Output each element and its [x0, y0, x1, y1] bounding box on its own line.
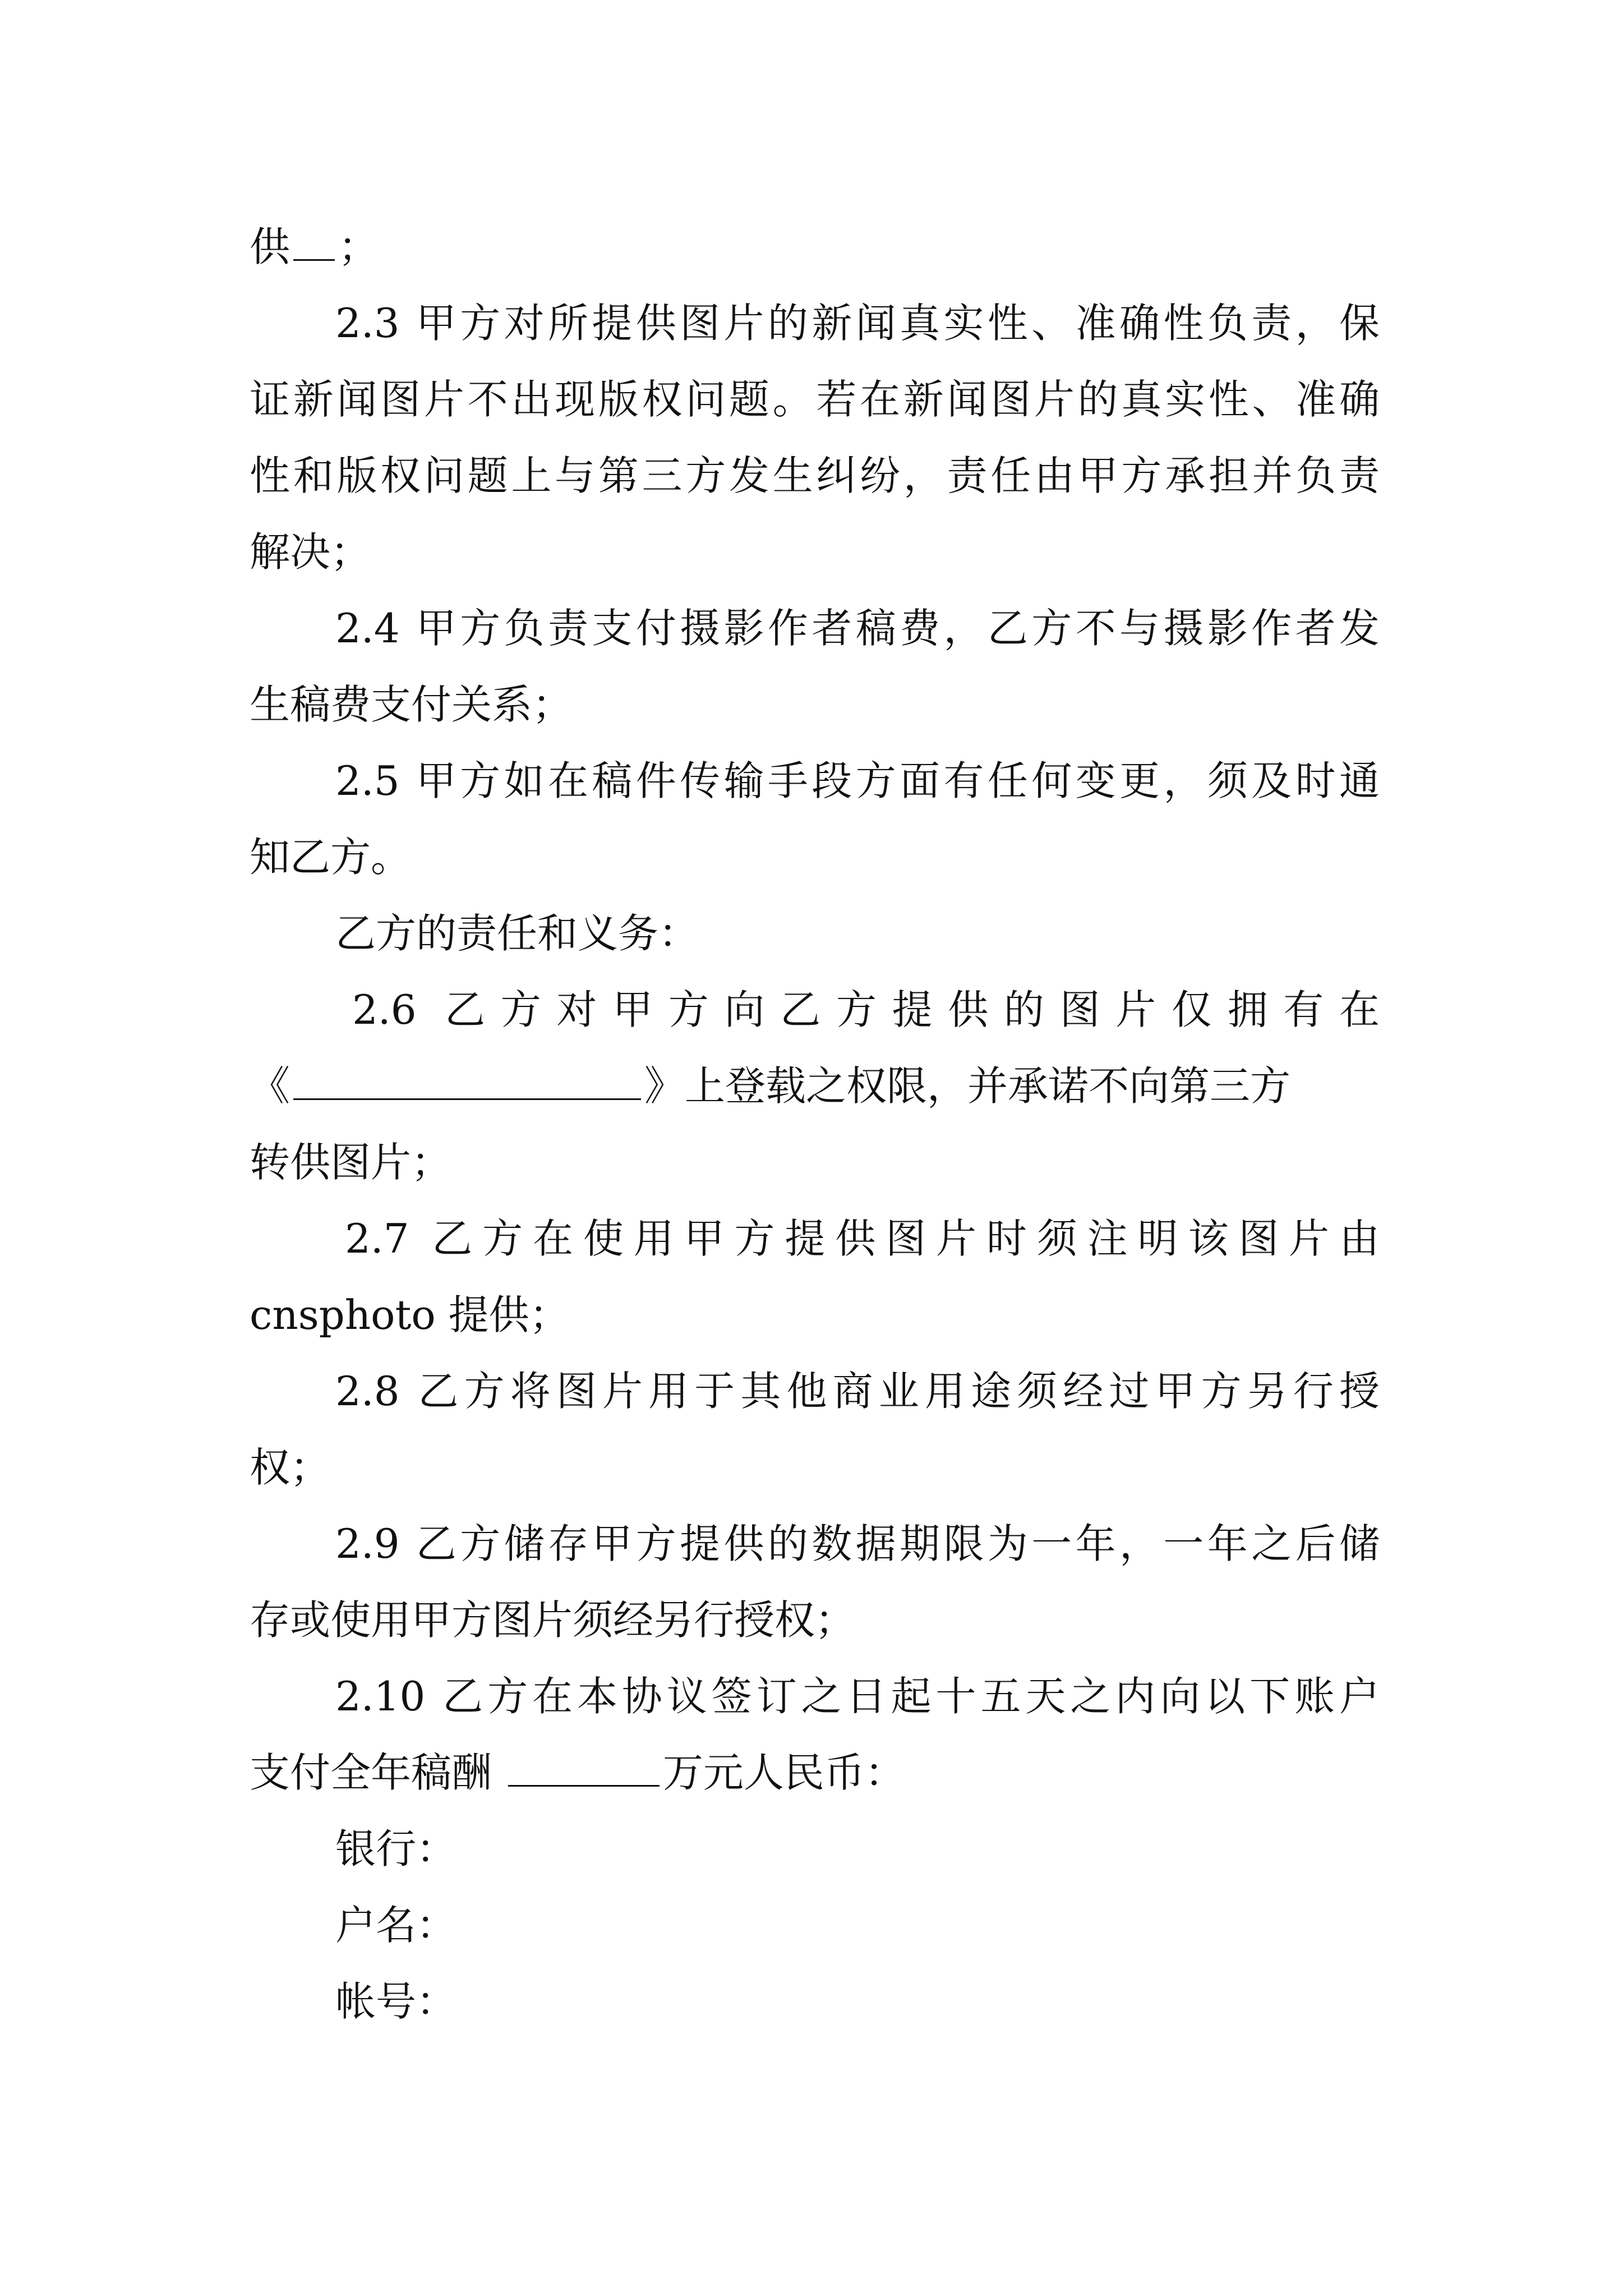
text-line	[0, 208, 1623, 286]
text-line	[0, 1276, 1623, 1354]
text-fragment: 》上登载之权限，并承诺不向第三方	[644, 1062, 1291, 1110]
account-number-label: 帐号：	[335, 1978, 457, 2025]
paragraph-text: cnsphoto 提供；	[250, 1291, 570, 1338]
section-heading: 乙方的责任和义务：	[335, 910, 699, 957]
text-line	[0, 589, 1623, 668]
text-line	[0, 742, 1623, 820]
text-line	[0, 360, 1623, 439]
text-line	[0, 665, 1623, 744]
text-line	[0, 1962, 1623, 2041]
text-line	[0, 1047, 1623, 1125]
text-line	[0, 284, 1623, 362]
paragraph-text: 存或使用甲方图片须经另行授权；	[250, 1596, 856, 1644]
text-line	[0, 970, 1623, 1049]
text-fragment: 支付全年稿酬	[250, 1749, 505, 1796]
text-line	[0, 513, 1623, 591]
fill-in-blank	[293, 224, 335, 261]
paragraph-text: 证新闻图片不出现版权问题。若在新闻图片的真实性、准确	[250, 376, 1380, 423]
text-line	[0, 1810, 1623, 1888]
paragraph-2-7: 2.7 乙方在使用甲方提供图片时须注明该图片由	[345, 1215, 1380, 1262]
fill-in-blank	[293, 1064, 641, 1100]
paragraph-2-4: 2.4 甲方负责支付摄影作者稿费，乙方不与摄影作者发	[335, 605, 1380, 652]
paragraph-2-5: 2.5 甲方如在稿件传输手段方面有任何变更，须及时通	[335, 757, 1380, 804]
paragraph-2-3: 2.3 甲方对所提供图片的新闻真实性、准确性负责，保	[335, 300, 1380, 347]
text-line	[0, 1428, 1623, 1507]
paragraph-text: 权；	[250, 1444, 331, 1491]
paragraph-text: 解决；	[250, 528, 371, 576]
text-fragment: 供	[250, 223, 291, 270]
text-line	[0, 1581, 1623, 1659]
paragraph-2-8: 2.8 乙方将图片用于其他商业用途须经过甲方另行授	[335, 1368, 1380, 1415]
text-fragment: 《	[250, 1062, 291, 1110]
text-fragment: 万元人民币：	[662, 1749, 905, 1796]
paragraph-text: 知乙方。	[250, 834, 412, 881]
paragraph-2-10: 2.10 乙方在本协议签订之日起十五天之内向以下账户	[335, 1673, 1380, 1720]
text-line	[0, 818, 1623, 896]
text-fragment: ；	[338, 223, 379, 270]
account-name-label: 户名：	[335, 1902, 457, 1949]
paragraph-2-9: 2.9 乙方储存甲方提供的数据期限为一年，一年之后储	[335, 1520, 1380, 1567]
bank-label: 银行：	[335, 1825, 457, 1872]
text-line	[0, 1886, 1623, 1964]
paragraph-2-6: 2.6 乙方对甲方向乙方提供的图片仅拥有在	[352, 986, 1380, 1033]
paragraph-text: 性和版权问题上与第三方发生纠纷，责任由甲方承担并负责	[250, 452, 1380, 499]
text-line	[0, 1504, 1623, 1583]
fill-in-blank	[508, 1750, 660, 1787]
text-line	[0, 1733, 1623, 1812]
paragraph-text: 转供图片；	[250, 1139, 452, 1186]
text-line	[0, 894, 1623, 973]
text-line	[0, 1657, 1623, 1736]
text-line	[0, 1199, 1623, 1278]
text-line	[0, 1123, 1623, 1202]
text-line	[0, 1352, 1623, 1430]
text-line	[0, 436, 1623, 515]
paragraph-text: 生稿费支付关系；	[250, 681, 573, 728]
